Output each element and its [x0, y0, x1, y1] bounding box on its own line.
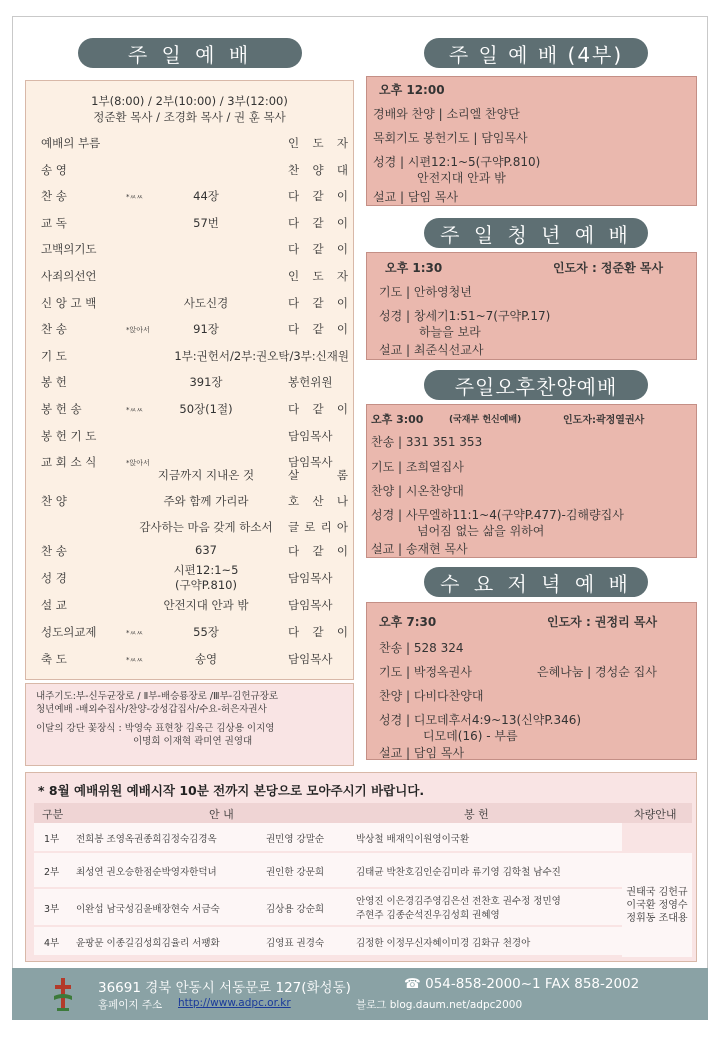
- choir-song: 지금까지 지내온 것: [157, 468, 255, 482]
- order-row: [26, 372, 355, 392]
- order-note: *ㅆㅆ: [126, 406, 144, 414]
- table-row: [34, 853, 622, 887]
- row-guide: 전희봉 조영옥권종희김정숙김경옥: [76, 834, 217, 845]
- order-note: *앉아서: [126, 459, 150, 468]
- order-name: 교 독: [41, 215, 67, 230]
- afternoon-time: 오후 3:00: [371, 413, 424, 426]
- row-offering: 안영진 이은경김주영김은선 전찬호 권수정 정민영: [356, 896, 561, 907]
- order-row: [26, 622, 355, 642]
- order-name: 봉 헌 기 도: [41, 428, 97, 443]
- youth-prayer: 기도 | 안하영청년: [379, 285, 472, 299]
- order-detail: 391장: [189, 375, 223, 390]
- header-car: 차량안내: [634, 808, 677, 821]
- footer-blog: 블로그 blog.daum.net/adpc2000: [356, 999, 523, 1011]
- afternoon-subtitle: (국재부 헌신예배): [449, 415, 522, 425]
- footer: [12, 968, 708, 1020]
- order-leader: 다 같 이: [288, 295, 348, 310]
- afternoon-prayer: 기도 | 조희열집사: [371, 460, 464, 474]
- wednesday-scripture: 성경 | 디모데후서4:9~13(신약P.346): [379, 713, 582, 727]
- service-pastors: 정준환 목사 / 조경화 목사 / 권 훈 목사: [93, 110, 286, 124]
- choir-song: 감사하는 마음 갖게 하소서: [139, 520, 273, 534]
- order-name: 사죄의선언: [41, 269, 97, 283]
- youth-time: 오후 1:30: [385, 261, 443, 275]
- volunteers-header: [34, 803, 692, 823]
- order-row: [26, 563, 355, 592]
- choir-name: 글 로 리 아: [288, 520, 348, 534]
- heading-sunday-worship: 주 일 예 배: [78, 38, 302, 68]
- row-offering: 김정한 이정무신자혜이미경 김화규 천경아: [356, 938, 531, 949]
- fourth-scripture: 성경 | 시편12:1~5(구약P.810): [373, 155, 541, 169]
- order-detail: 50장(1절): [179, 402, 233, 416]
- order-detail: 55장: [193, 625, 219, 639]
- header-offering: 봉 헌: [464, 808, 489, 821]
- row-guide: 최성연 권오승한점순박영자한덕녀: [76, 867, 217, 878]
- order-leader: 다 같 이: [288, 189, 348, 204]
- afternoon-scripture: 성경 | 사무엘하11:1~4(구약P.477)-김해량집사: [371, 508, 624, 522]
- wednesday-sharing: 은혜나눔 | 경성순 집사: [537, 665, 657, 679]
- order-name: 예배의 부름: [41, 136, 101, 150]
- row-guide: 이완섭 남국성김윤배장현숙 서금숙: [76, 904, 220, 915]
- header-part: 구분: [42, 808, 64, 821]
- order-note: *ㅆㅆ: [126, 629, 144, 637]
- order-name: 고백의기도: [41, 242, 97, 257]
- table-row: [34, 823, 622, 851]
- fourth-sermon: 설교 | 담임 목사: [373, 190, 459, 204]
- order-name: 교 회 소 식: [41, 455, 97, 470]
- order-name: 찬 양: [41, 494, 67, 508]
- afternoon-sermon: 설교 | 송재현 목사: [371, 542, 468, 556]
- order-row: [26, 399, 355, 419]
- row-guide: 윤팡문 이종길김성희김율리 서팽화: [76, 938, 220, 949]
- wednesday-sermon: 설교 | 담임 목사: [379, 746, 465, 760]
- afternoon-worship-panel: [366, 404, 697, 558]
- heading-youth-worship: 주 일 청 년 예 배: [424, 218, 648, 248]
- order-note: *ㅆㅆ: [126, 656, 144, 664]
- youth-worship-panel: [366, 252, 697, 360]
- order-row: [26, 239, 355, 259]
- order-leader: 담임목사: [288, 428, 333, 443]
- notice-panel: [25, 683, 354, 766]
- order-detail: 57번: [193, 215, 219, 230]
- service-times: 1부(8:00) / 2부(10:00) / 3부(12:00): [91, 94, 288, 108]
- order-leader: 다 같 이: [288, 322, 348, 337]
- order-name: 봉 헌 송: [41, 402, 82, 416]
- choir-song: 주와 함께 가리라: [163, 494, 249, 508]
- order-row: [26, 160, 355, 180]
- order-detail: 91장: [193, 322, 219, 337]
- wednesday-sermon-title: 디모데(16) - 부름: [423, 729, 518, 743]
- choir-name: 살 롬: [288, 468, 348, 482]
- notice-flowers: 이달의 강단 꽃장식 : 박영숙 표현창 김옥근 김상용 이지영: [36, 723, 275, 734]
- order-detail: 44장: [193, 189, 219, 204]
- wednesday-leader: 인도자 : 권정리 목사: [547, 615, 658, 629]
- order-row: [26, 266, 355, 286]
- wednesday-time: 오후 7:30: [379, 615, 437, 629]
- church-logo-icon: [52, 976, 74, 1012]
- order-row: [26, 426, 355, 446]
- afternoon-sermon-title: 넘어짐 없는 삶을 위하여: [417, 524, 545, 538]
- fourth-time: 오후 12:00: [379, 83, 445, 97]
- row-lead: 김영표 권경숙: [266, 938, 325, 949]
- choir-row-1: [26, 465, 355, 485]
- order-leader: 다 같 이: [288, 402, 348, 416]
- order-detail: 1부:권헌서/2부:권오탁/3부:신재원: [174, 348, 349, 363]
- footer-homepage-label: 홈페이지 주소: [98, 999, 163, 1011]
- order-name: 성도의교제: [41, 625, 97, 639]
- order-name: 축 도: [41, 652, 67, 666]
- order-detail: 송영: [194, 652, 218, 666]
- order-leader: 담임목사: [288, 571, 333, 585]
- choir-name: 호 산 나: [288, 494, 348, 508]
- fourth-praise: 경배와 찬양 | 소리엘 찬양단: [373, 107, 520, 121]
- order-row: [26, 186, 355, 206]
- choir-row-3: [26, 517, 355, 537]
- order-leader: 다 같 이: [288, 625, 348, 639]
- order-name: 신 앙 고 백: [41, 295, 97, 310]
- row-offering-cont: 주현주 김종순석진우김성희 권혜영: [356, 910, 500, 921]
- order-row: [26, 346, 355, 366]
- order-row: [26, 319, 355, 339]
- youth-scripture: 성경 | 창세기1:51~7(구약P.17): [379, 309, 551, 323]
- notice-duties: 청년예배 -배외수집사/찬양-강성갑집사/수요-허은자권사: [36, 704, 267, 715]
- table-row: [34, 889, 622, 925]
- row-part: 3부: [44, 904, 60, 915]
- footer-phone: ☎ 054-858-2000~1 FAX 858-2002: [404, 976, 640, 992]
- afternoon-choir: 찬양 | 시온찬양대: [371, 484, 464, 498]
- notice-prayer: 내주기도:부-신두균장로 / Ⅱ부-배승룡장로 /Ⅲ부-김헌규장로: [36, 691, 279, 702]
- fourth-sermon-title: 안전지대 안과 밖: [417, 171, 506, 185]
- row-lead: 권인한 강문희: [266, 867, 325, 878]
- afternoon-hymn: 찬송 | 331 351 353: [371, 435, 483, 449]
- volunteers-title: * 8월 예배위원 예배시작 10분 전까지 본당으로 모아주시기 바랍니다.: [38, 783, 425, 798]
- notice-flowers-cont: 이명희 이재혁 곽미연 권영대: [133, 736, 253, 747]
- wednesday-hymn: 찬송 | 528 324: [379, 641, 464, 655]
- car-guide-cell: [622, 853, 692, 957]
- homepage-link[interactable]: http://www.adpc.or.kr: [178, 997, 291, 1009]
- youth-leader: 인도자 : 정준환 목사: [553, 261, 664, 275]
- afternoon-leader: 인도자:곽정열권사: [563, 415, 645, 426]
- order-detail: 637: [195, 543, 217, 557]
- order-leader: 담임목사: [288, 652, 333, 666]
- august-volunteers-panel: [25, 772, 697, 962]
- choir-row-2: [26, 491, 355, 511]
- header-guide: 안 내: [209, 808, 234, 821]
- table-row: [34, 927, 622, 955]
- order-leader: 봉헌위원: [288, 375, 333, 390]
- heading-afternoon-worship: 주일오후찬양예배: [424, 370, 648, 400]
- order-name: 찬 송: [41, 322, 67, 337]
- order-row: [26, 541, 355, 561]
- order-detail-sub: (구약P.810): [175, 578, 237, 592]
- row-offering: 김태균 박찬호김인순김미라 류기영 김학철 남수진: [356, 867, 561, 878]
- order-row: [26, 213, 355, 233]
- row-part: 4부: [44, 938, 60, 949]
- order-row: [26, 649, 355, 669]
- car-names: 정휘동 조대용: [626, 912, 688, 924]
- wednesday-worship-panel: [366, 602, 697, 760]
- order-row: [26, 293, 355, 313]
- heading-wednesday-worship: 수 요 저 녁 예 배: [424, 567, 648, 597]
- order-leader: 다 같 이: [288, 242, 348, 257]
- order-detail: 사도신경: [183, 295, 229, 310]
- wednesday-prayer: 기도 | 박정옥권사: [379, 665, 472, 679]
- order-name: 기 도: [41, 348, 67, 363]
- order-leader: 담임목사: [288, 455, 333, 470]
- order-name: 설 교: [41, 598, 67, 612]
- order-row: [26, 595, 355, 615]
- footer-address: 36691 경북 안동시 서동문로 127(화성동): [98, 980, 351, 996]
- order-row: [26, 133, 355, 153]
- order-leader: 다 같 이: [288, 215, 348, 230]
- order-note: *ㅆㅆ: [126, 193, 144, 202]
- order-leader: 담임목사: [288, 598, 333, 612]
- order-name: 송 영: [41, 162, 67, 177]
- fourth-prayer: 목회기도 봉헌기도 | 담임목사: [373, 131, 528, 145]
- heading-sunday-worship-4th: 주 일 예 배 (4부): [424, 38, 648, 68]
- order-name: 찬 송: [41, 544, 67, 558]
- car-names: 이국환 정영수: [626, 899, 688, 911]
- youth-sermon-title: 하늘을 보라: [419, 325, 481, 339]
- row-lead: 김상용 강순희: [266, 904, 325, 915]
- order-leader: 인 도 자: [288, 269, 348, 283]
- order-note: *앉아서: [126, 326, 150, 335]
- order-name: 찬 송: [41, 189, 67, 204]
- row-part: 1부: [44, 834, 60, 845]
- order-detail: 시편12:1~5: [173, 563, 239, 577]
- order-name: 봉 헌: [41, 375, 67, 390]
- row-part: 2부: [44, 867, 60, 878]
- order-leader: 다 같 이: [288, 544, 348, 558]
- order-name: 성 경: [41, 571, 67, 585]
- wednesday-choir: 찬양 | 다비다찬양대: [379, 689, 484, 703]
- fourth-worship-panel: [366, 76, 697, 206]
- car-names: 권태국 김헌규: [626, 886, 688, 898]
- order-leader: 인 도 자: [288, 136, 348, 150]
- order-detail: 안전지대 안과 밖: [163, 598, 249, 612]
- worship-order-panel: [25, 80, 354, 680]
- row-offering: 박상철 배재익이원영이국환: [356, 834, 470, 845]
- youth-sermon: 설교 | 최준식선교사: [379, 343, 484, 357]
- row-lead: 권민영 강말순: [266, 834, 325, 845]
- order-leader: 찬 양 대: [288, 162, 348, 177]
